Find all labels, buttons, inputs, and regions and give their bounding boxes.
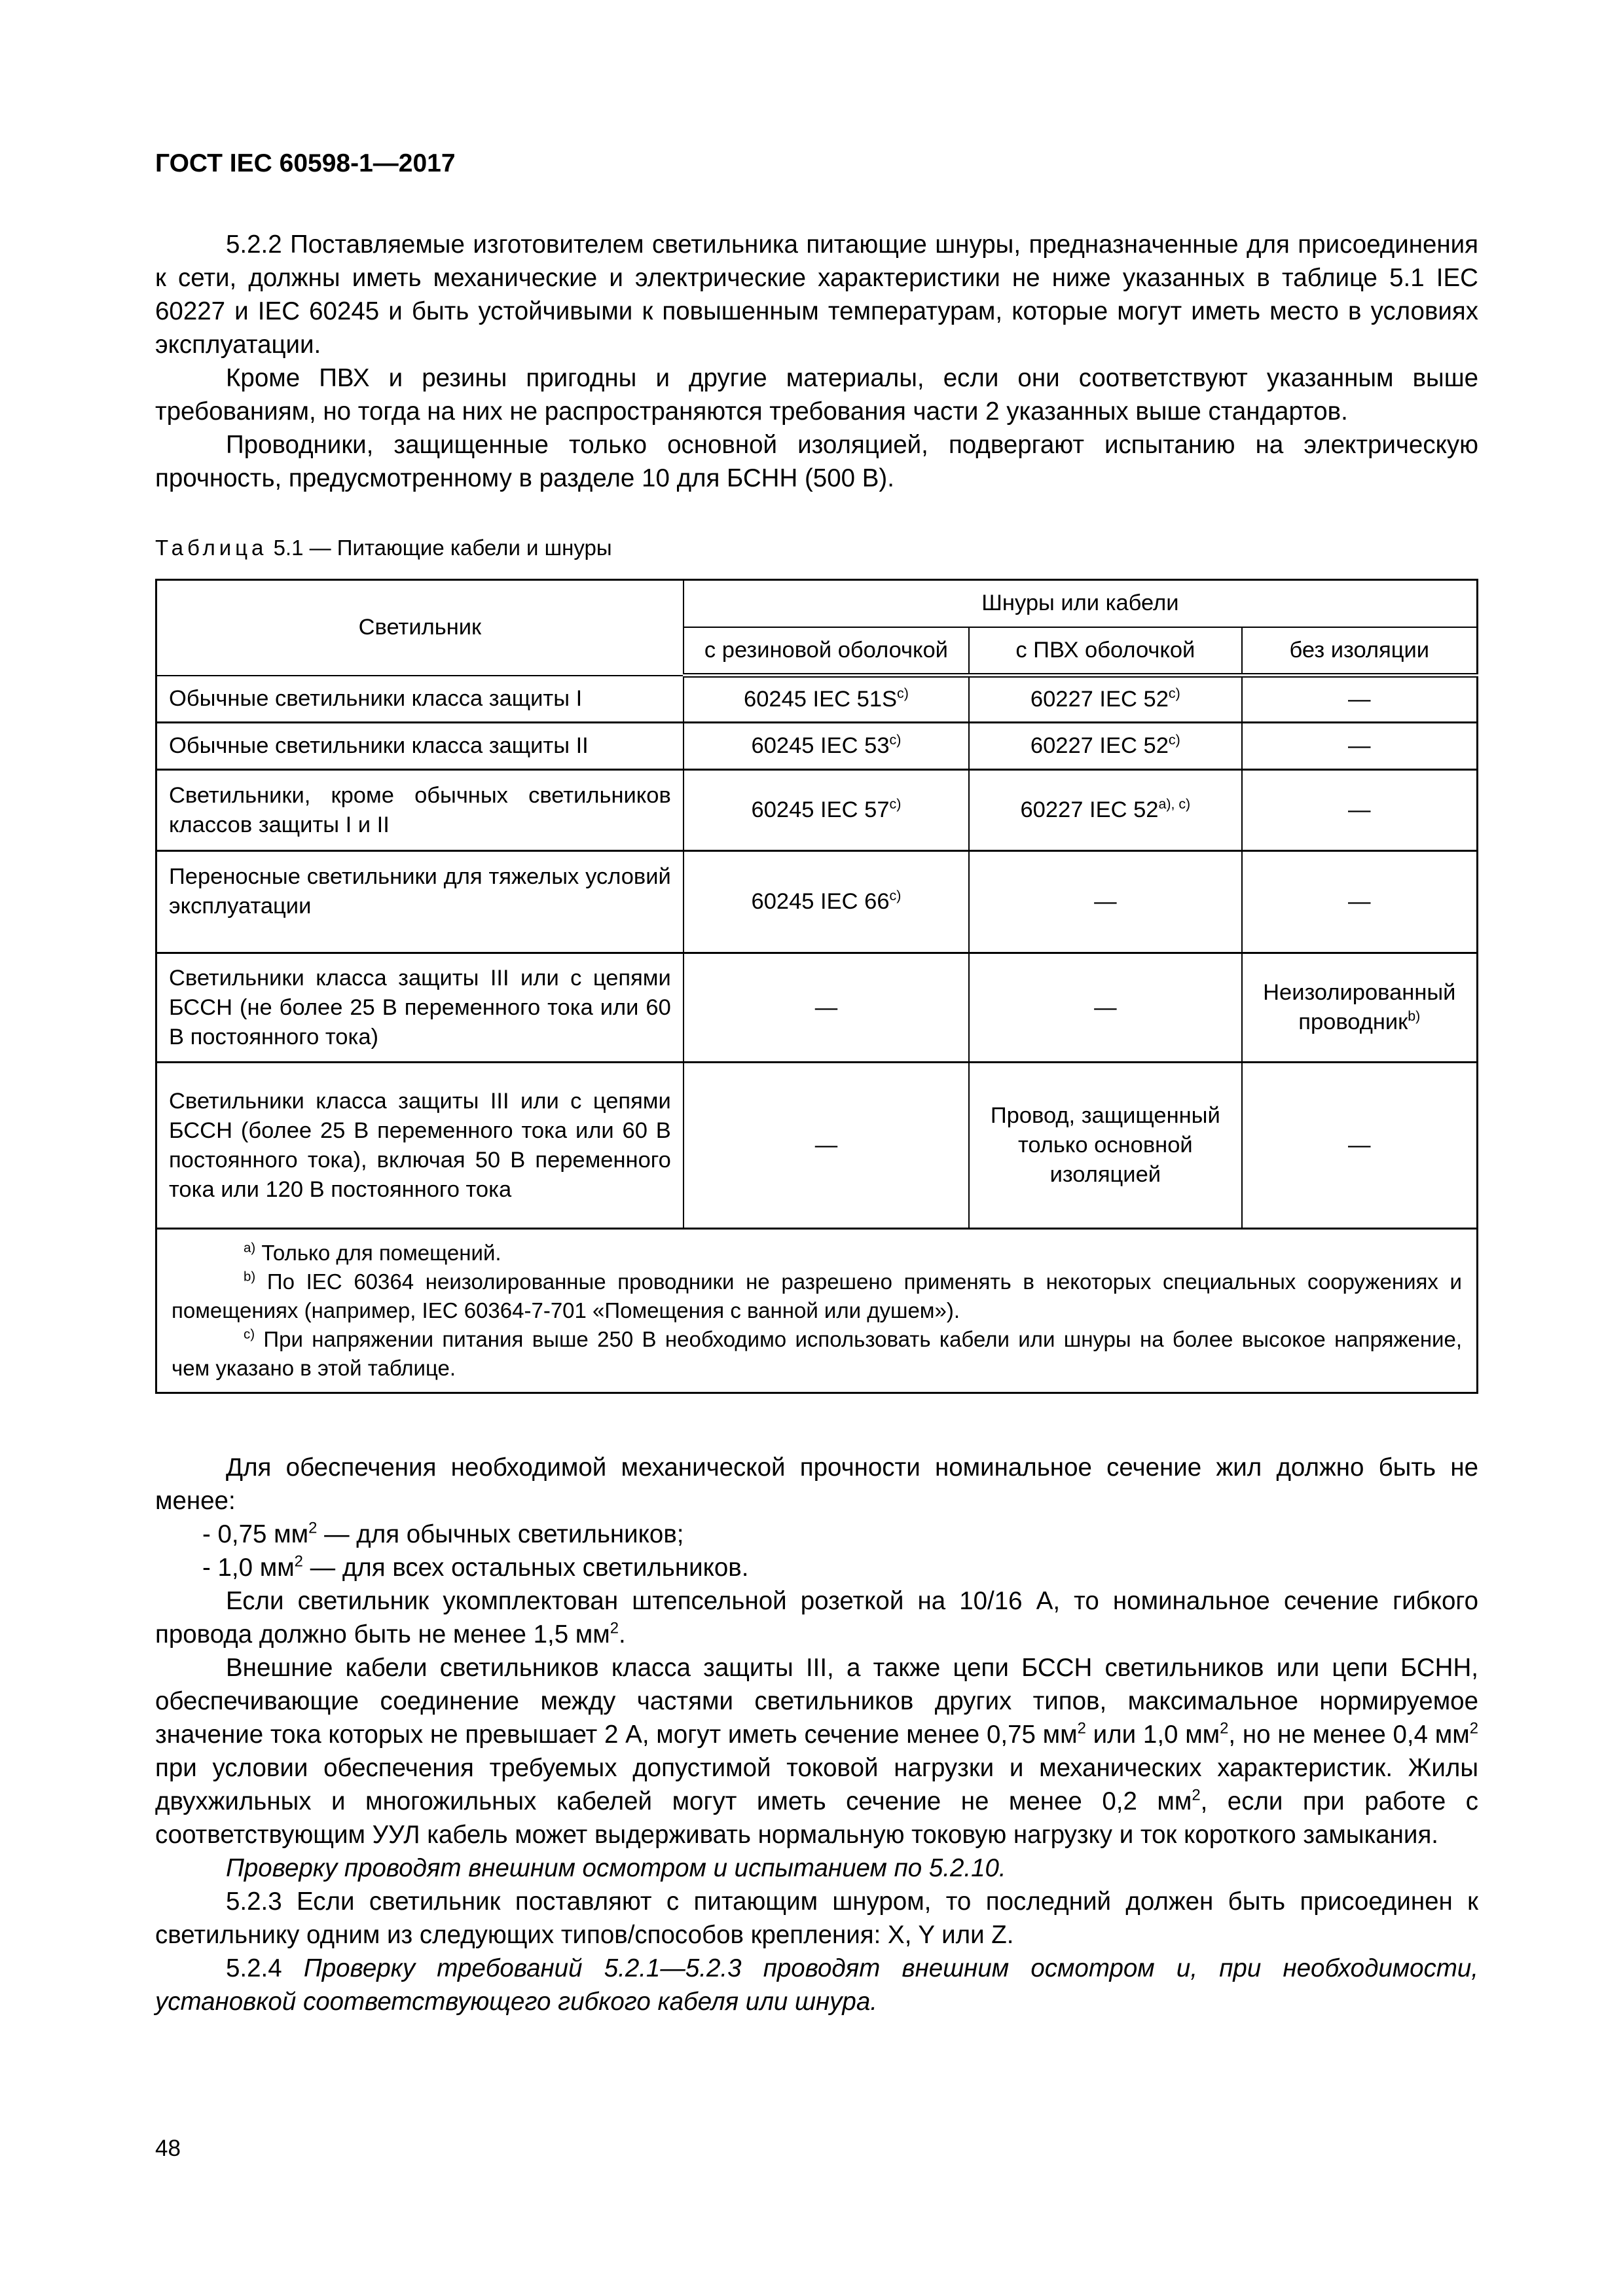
cell: Провод, защищенный только основной изоляцией [969,1063,1241,1229]
footnote: $^{c)}$ При напряжении питания выше 250 В необходимо использовать кабели или шнуры на более высокое напряжение, чем указано в этой таблице. [172,1326,1462,1380]
header-cords: Шнуры или кабели [684,580,1478,627]
cell: — [1242,676,1478,723]
intro-section [155,228,1478,495]
table-row [156,953,1478,1063]
cell: Светильники, кроме обычных светильников классов защиты I и II [156,770,684,851]
table-footnotes [156,1229,1478,1393]
cell: Обычные светильники класса защиты I [156,676,684,723]
paragraph: 5.2.3 Если светильник поставляют с питающим шнуром, то последний должен быть присоединен к светильнику одним из следующих типов/способов крепления: X, Y или Z. [155,1887,1478,1949]
cell: — [1242,1063,1478,1229]
cell: 60245 IEC 53$^{c)}$ [684,723,969,770]
cell: Светильники класса защиты III или с цепями БССН (не более 25 В переменного тока или 60 В постоянного тока) [156,953,684,1063]
cell: — [1242,723,1478,770]
paragraph: Для обеспечения необходимой механической прочности номинальное сечение жил должно быть не менее: [155,1453,1478,1515]
page-number: 48 [155,2136,181,2161]
cell: Обычные светильники класса защиты II [156,723,684,770]
cell: — [969,953,1241,1063]
table-row [156,1063,1478,1229]
table-row [156,770,1478,851]
cell: 60227 IEC $52^{a), c)}$ [969,770,1241,851]
table-row [156,723,1478,770]
subheader: с резиновой оболочкой [684,627,969,676]
body-section [155,1451,1478,2018]
cell: 60245 IEC $51S^{c)}$ [684,676,969,723]
cell: 60227 IEC 52$^{c)}$ [969,676,1241,723]
cell: Переносные светильники для тяжелых условий эксплуатации [156,851,684,953]
subheader: без изоляции [1242,627,1478,676]
caption-prefix: Таблица [155,536,268,560]
paragraph: Если светильник укомплектован штепсельной розеткой на 10/16 А, то номинальное сечение гибкого провода должно быть не менее 1,5 $мм^2$. [155,1587,1478,1649]
subheader: с ПВХ оболочкой [969,627,1241,676]
footnote: $^{b)}$ По IEC 60364 неизолированные проводники не разрешено применять в некоторых специальных сооружениях и помещениях (например, IEC 60364-7-701 «Помещения с ванной или душем»). [172,1269,1462,1322]
paragraph: 5.2.2 Поставляемые изготовителем светильника питающие шнуры, предназначенные для присоединения к сети, должны иметь механические и электрические характеристики не ниже указанных в таблице 5.1 IEC 60227 и IEC 60245 и быть устойчивыми к повышенным температурам, которые могут иметь место в условиях эксплуатации. [155,230,1478,359]
caption-text: 5.1 — Питающие кабели и шнуры [273,536,612,560]
list-item: - 1,0 $мм^2$ — для всех остальных светильников. [202,1552,749,1582]
cell: 60227 IEC 52$^{c)}$ [969,723,1241,770]
cell: Светильники класса защиты III или с цепями БССН (более 25 В переменного тока или 60 В постоянного тока), включая 50 В переменного тока или 120 В постоянного тока [156,1063,684,1229]
cell: — [684,1063,969,1229]
footnote: $^{a)}$ Только для помещений. [244,1240,501,1265]
table-caption [155,536,612,560]
cell: — [1242,770,1478,851]
table-row [156,851,1478,953]
paragraph: Внешние кабели светильников класса защиты III, а также цепи БССН светильников или цепи БСНН, обеспечивающие соединение между частями светильников других типов, максимальное нормируемое значение тока которых не превышает 2 А, могут иметь сечение менее 0,75 $мм^2$ или 1,0 $мм^2$, но не менее 0,4 $мм^2$ при условии обеспечения требуемых допустимой токовой нагрузки и механических характеристик. Жилы двухжильных и многожильных кабелей могут иметь сечение не менее 0,2 $мм^2$, если при работе с соответствующим УУЛ кабель может выдерживать нормальную токовую нагрузку и ток короткого замыкания. [155,1654,1478,1849]
table-row [156,676,1478,723]
cell: Неизолированный проводник$^{b)}$ [1242,953,1478,1063]
cell: — [1242,851,1478,953]
paragraph: Проверку проводят внешним осмотром и испытанием по 5.2.10. [226,1854,1006,1882]
list-item: - 0,75 $мм^2$ — для обычных светильников; [202,1519,684,1548]
standard-header: ГОСТ IEC 60598-1—2017 [155,149,456,177]
paragraph: Кроме ПВХ и резины пригодны и другие материалы, если они соответствуют указанным выше требованиям, но тогда на них не распространяются требования части 2 указанных выше стандартов. [155,364,1478,426]
cell: — [684,953,969,1063]
header-luminaire: Светильник [156,580,684,676]
paragraph: 5.2.4 Проверку требований 5.2.1—5.2.3 проводят внешним осмотром и, при необходимости, установкой соответствующего гибкого кабеля или шнура. [155,1954,1478,2016]
cell: 60245 IEC 66$^{c)}$ [684,851,969,953]
paragraph: Проводники, защищенные только основной изоляцией, подвергают испытанию на электрическую прочность, предусмотренному в разделе 10 для БСНН (500 В). [155,431,1478,492]
cables-table [155,579,1478,1394]
cell: 60245 IEC 57$^{c)}$ [684,770,969,851]
cell: — [969,851,1241,953]
